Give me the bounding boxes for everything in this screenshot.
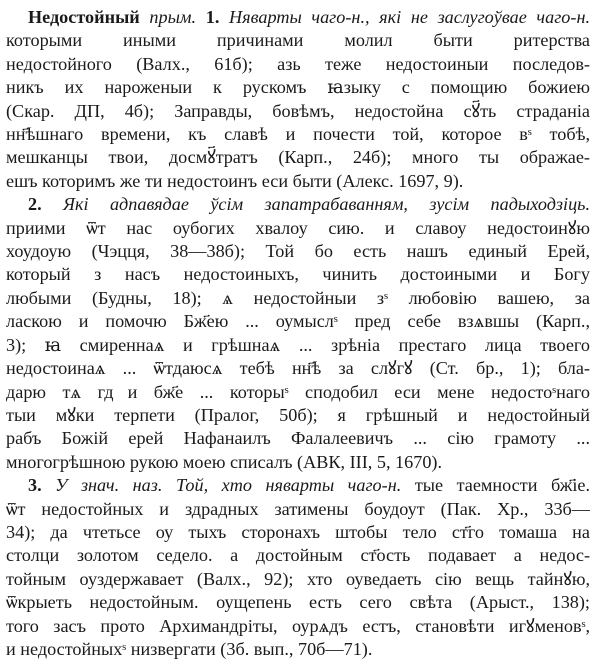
text-line: тыи мꙋки терпети (Пралог, 50б); я грѣшный и недостойный (6, 404, 590, 425)
text-line: ласкою и помочю Бж҃ею ... оумыслˢ пред себе взѧвшы (Карп., (6, 311, 590, 332)
text-line: столци золотом седело. а достойным ст҃ость подавает а недос- (6, 545, 590, 566)
sense-2-number: 2. (28, 194, 42, 215)
text-line: любыми (Будны, 18); ѧ недостойныи зˢ любовію вашею, за (6, 287, 590, 308)
sense-2-definition: Які адпавядае ўсім запатрабаванням, зусім падыходзіць. (63, 194, 590, 215)
text-line: 3); ꙗ смиреннаѧ и грѣшнаѧ ... зрѣніа престаго лица твоего (6, 334, 590, 355)
text-line: ешъ которимъ же ти недостоинъ еси быти (Алекс. 1697, 9). (6, 170, 464, 191)
text-line: который з насъ недостоиныхъ, чинить достоиными и Богу (6, 264, 590, 285)
sense-3 (6, 474, 590, 661)
text-line: рабъ Божій ерей Нафанаилъ Фалалеевичъ ... сію грамоту ... (6, 428, 590, 449)
text-line: недостойного (Валх., 61б); азь теже недостоиныи последов- (6, 53, 590, 74)
sense-1-header-line (6, 6, 590, 29)
text-line: ѿт недостойных и здрадных затимены боудоут (Пак. Хр., 33б— (6, 498, 590, 519)
text-line: хоудоую (Чэцця, 38—38б); Той бо есть нашъ единый Ерей, (6, 241, 590, 262)
text-line: недостоинаѧ ... ѿтдаюсѧ тебѣ нн҃ѣ за слꙋгꙋ (Ст. бр., 1); бла- (6, 358, 590, 379)
headword: Недостойный (28, 7, 140, 27)
part-of-speech: прым. (149, 7, 197, 27)
text-line: (Скар. ДП, 4б); Заправды, бовѣмъ, недостойна сꙋ҃ть страданіа (6, 100, 590, 121)
text-line: приими ѿт нас оубогих хвалоу сию. и славоу недостоинꙋю (6, 217, 590, 238)
text-line: тойным оуздержавает (Валх., 92); хто оуведаеть сію вещь тайнꙋю, (6, 568, 590, 589)
text-line: дарю тѧ гдⷭи бж҃е ... которыˢ сподобил еси мене недостоˢнаго (6, 381, 590, 402)
sense-3-number: 3. (28, 475, 42, 496)
text-line: никъ их нароженыи к рускомъ ꙗзыку с помощию божиею (6, 77, 590, 98)
sense-2 (6, 193, 590, 474)
text-line: и недостойныхˢ низвергати (3б. вып., 70б—71). (6, 638, 373, 659)
text-line: того засъ прото Архимандріты, оурѧдъ естъ, становѣти игꙋменовˢ, (6, 615, 590, 636)
sense-1-definition: Няварты чаго-н., які не заслугоўвае чаго-н. (229, 7, 590, 27)
text-line: которыми иными причинами молил быти ритерства (6, 30, 590, 51)
text-line: тые таемности бж҃іе. (414, 475, 590, 496)
text-line: нн҃ѣшнаго времени, къ славѣ и почести той, которое вˢ тобѣ, (6, 124, 590, 145)
sense-2-header-line (6, 193, 590, 216)
sense-3-header-line (6, 474, 590, 497)
sense-1 (6, 6, 590, 193)
text-line: многогрѣшною рукою моею списалъ (АВК, III, 5, 1670). (6, 451, 443, 472)
text-line: мешканцы твои, досмꙋ҃тpатъ (Карп., 24б); много ты ображае- (6, 147, 590, 168)
sense-3-definition: У знач. наз. Той, хто няварты чаго-н. (55, 475, 402, 496)
sense-1-number: 1. (205, 7, 220, 27)
text-line: ѿкрыеть недостойным. оущепень есть сего свѣта (Арыст., 138); (6, 592, 590, 613)
text-line: 34); да чтетьсе оу тыхъ сторонахъ штобы тело ст҃го томаша на (6, 521, 590, 542)
